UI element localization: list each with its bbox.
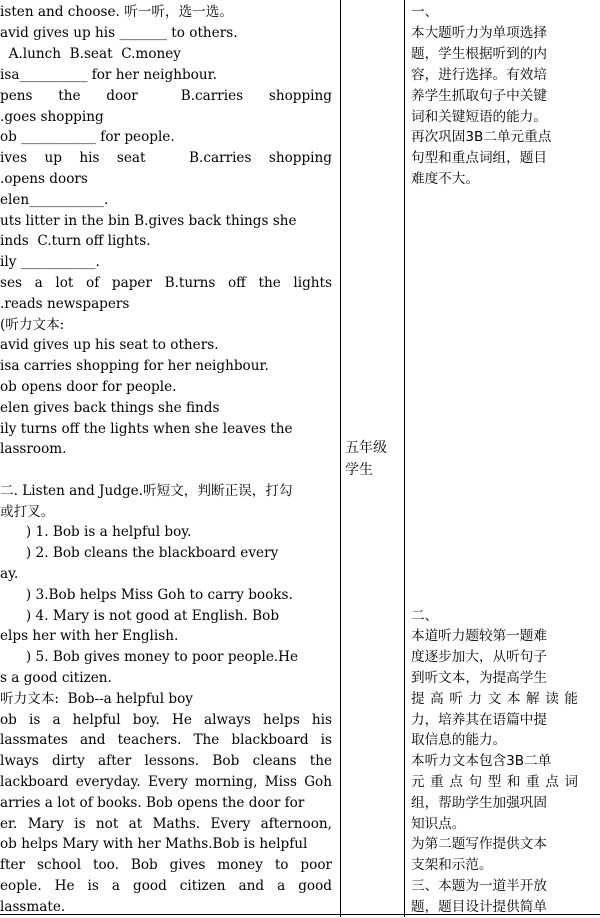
content-line: ily turns off the lights when she leaves the <box>0 421 293 437</box>
design-note-line: 为第二题写作提供文本 <box>411 836 547 852</box>
content-line: eople. He is a good citizen and a good <box>0 878 332 894</box>
design-note-line: 题，题目设计提供简单 <box>411 899 547 915</box>
content-line: elen gives back things she finds <box>0 400 220 416</box>
content-line: 二. Listen and Judge.听短文，判断正误，打勾 <box>0 483 293 499</box>
content-line: ob is a helpful boy. He always helps his <box>0 712 332 728</box>
content-line: ) 4. Mary is not good at English. Bob <box>0 608 280 624</box>
content-line: elen___________. <box>0 192 109 208</box>
content-line: isa carries shopping for her neighbour. <box>0 358 269 374</box>
content-line: ay. <box>0 566 19 582</box>
design-note-line: 力，培养其在语篇中提 <box>411 712 547 728</box>
design-note-line: 知识点。 <box>411 816 466 832</box>
design-note-line: 再次巩固3B二单元重点 <box>411 129 552 145</box>
content-line: .opens doors <box>0 171 88 187</box>
design-note-line: 容，进行选择。有效培 <box>411 67 547 83</box>
design-note-line: 题，学生根据听到的内 <box>411 46 547 62</box>
design-note-line: 组，帮助学生加强巩固 <box>411 795 547 811</box>
design-note-line: 度逐步加大，从听句子 <box>411 649 547 665</box>
content-line: lackboard everyday. Every morning, Miss Goh <box>0 774 332 790</box>
content-line: ) 1. Bob is a helpful boy. <box>0 524 192 540</box>
content-line: avid gives up his _______ to others. <box>0 25 238 41</box>
audience-cell <box>345 437 405 481</box>
design-note-line: 二、 <box>411 608 439 624</box>
audience-label-line1: 五年级 <box>345 440 387 456</box>
content-line: ob opens door for people. <box>0 379 177 395</box>
design-note-line: 取信息的能力。 <box>411 732 507 748</box>
content-line: A.lunch B.seat C.money <box>0 46 181 62</box>
content-line: isten and choose. 听一听，选一选。 <box>0 4 233 20</box>
content-line: er. Mary is not at Maths. Every afternoon, <box>0 816 332 832</box>
content-line: pens the door B.carries shopping <box>0 88 332 104</box>
design-note-line: 句型和重点词组，题目 <box>411 150 547 166</box>
audience-label-line2: 学生 <box>345 462 373 478</box>
content-line: isa__________ for her neighbour. <box>0 67 217 83</box>
content-line: .goes shopping <box>0 109 104 125</box>
content-line: uts litter in the bin B.gives back things she <box>0 213 297 229</box>
content-line: s a good citizen. <box>0 670 112 686</box>
design-note-line: 词和关键短语的能力。 <box>411 109 547 125</box>
design-note-line: 支架和示范。 <box>411 857 493 873</box>
content-line: elps her with her English. <box>0 628 179 644</box>
content-line: 听力文本: Bob--a helpful boy <box>0 691 193 707</box>
content-line: lassmates and teachers. The blackboard is <box>0 732 332 748</box>
content-line: lassroom. <box>0 441 67 457</box>
content-line: ives up his seat B.carries shopping <box>0 150 332 166</box>
content-line: ) 3.Bob helps Miss Goh to carry books. <box>0 587 293 603</box>
design-note-line: 到听文本，为提高学生 <box>411 670 547 686</box>
design-note-line: 本道听力题较第一题难 <box>411 628 547 644</box>
design-note-line: 一、 <box>411 4 439 20</box>
content-line: (听力文本: <box>0 317 65 333</box>
content-line: arries a lot of books. Bob opens the door for <box>0 795 305 811</box>
design-note-line: 本听力文本包含3B二单 <box>411 753 552 769</box>
column-divider-left <box>340 0 341 917</box>
content-line: inds C.turn off lights. <box>0 233 151 249</box>
content-line: ) 2. Bob cleans the blackboard every <box>0 545 279 561</box>
content-line: lways dirty after lessons. Bob cleans the <box>0 753 332 769</box>
design-note-line: 难度不大。 <box>411 171 479 187</box>
content-line: lassmate. <box>0 899 66 915</box>
content-line: ) 5. Bob gives money to poor people.He <box>0 649 299 665</box>
design-note-line: 提高听力文本解读能 <box>411 691 578 707</box>
content-line: fter school too. Bob gives money to poor <box>0 857 332 873</box>
design-note-line: 本大题听力为单项选择 <box>411 25 547 41</box>
content-line: ily ___________. <box>0 254 100 270</box>
design-note-line: 养学生抓取句子中关键 <box>411 88 547 104</box>
content-line: avid gives up his seat to others. <box>0 337 219 353</box>
content-line: ob helps Mary with her Maths.Bob is helpful <box>0 836 308 852</box>
content-line: ses a lot of paper B.turns off the lights <box>0 275 332 291</box>
design-note-line: 三、本题为一道半开放 <box>411 878 547 894</box>
design-note-line: 元重点句型和重点词 <box>411 774 578 790</box>
content-line: .reads newspapers <box>0 296 130 312</box>
content-line: ob ___________ for people. <box>0 129 175 145</box>
content-line: 或打叉。 <box>0 504 55 520</box>
